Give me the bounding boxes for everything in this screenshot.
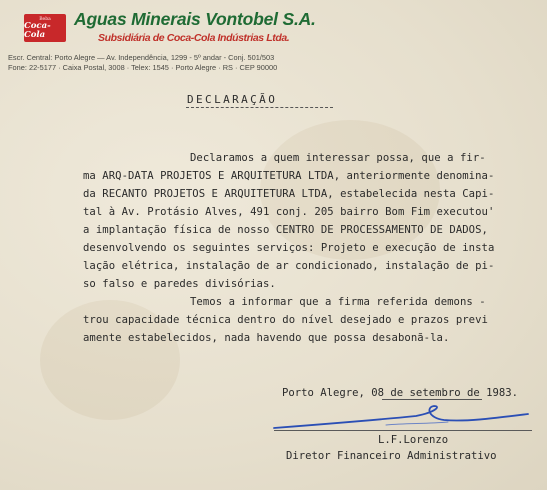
body-line: so falso e paredes divisórias. [83, 278, 276, 290]
address-line-1: Escr. Central: Porto Alegre — Av. Independência, 1299 - 5º andar - Conj. 501/503 [8, 53, 275, 62]
company-name: Aguas Minerais Vontobel S.A. [74, 9, 316, 29]
signer-role: Diretor Financeiro Administrativo [286, 450, 497, 462]
signature-line [274, 430, 532, 431]
body-line: tal à Av. Protásio Alves, 491 conj. 205 bairro Bom Fim executou' [83, 206, 495, 218]
handwritten-signature [266, 398, 536, 438]
coca-cola-logo [24, 14, 66, 42]
body-line: ma ARQ-DATA PROJETOS E ARQUITETURA LTDA, anteriormente denomina- [83, 170, 495, 182]
body-line: amente estabelecidos, nada havendo que possa desabonã-la. [83, 332, 450, 344]
body-line: lação elétrica, instalação de ar condicionado, instalação de pi- [83, 260, 495, 272]
logo-small-text: Beba [39, 16, 51, 22]
signer-name: L.F.Lorenzo [378, 434, 449, 446]
logo-brand-text: Coca-Cola [24, 20, 51, 40]
body-line: desenvolvendo os seguintes serviços: Projeto e execução de insta [83, 242, 495, 254]
address-line-2: Fone: 22-5177 · Caixa Postal, 3008 · Telex: 1545 · Porto Alegre · RS · CEP 90000 [8, 63, 278, 72]
body-line: trou capacidade técnica dentro do nível desejado e prazos previ [83, 314, 488, 326]
body-line: Declaramos a quem interessar possa, que a fir- [190, 152, 486, 164]
body-line: Temos a informar que a firma referida demons - [190, 296, 486, 308]
letter-date: Porto Alegre, 08 de setembro de 1983. [282, 387, 518, 399]
subsidiary-line: Subsidiária de Coca-Cola Indústrias Ltda. [98, 32, 290, 44]
body-line: a implantação física de nosso CENTRO DE PROCESSAMENTO DE DADOS, [83, 224, 488, 236]
document-title: DECLARAÇÃO [187, 93, 278, 106]
body-line: da RECANTO PROJETOS E ARQUITETURA LTDA, estabelecida nesta Capi- [83, 188, 495, 200]
title-underline [186, 107, 333, 109]
